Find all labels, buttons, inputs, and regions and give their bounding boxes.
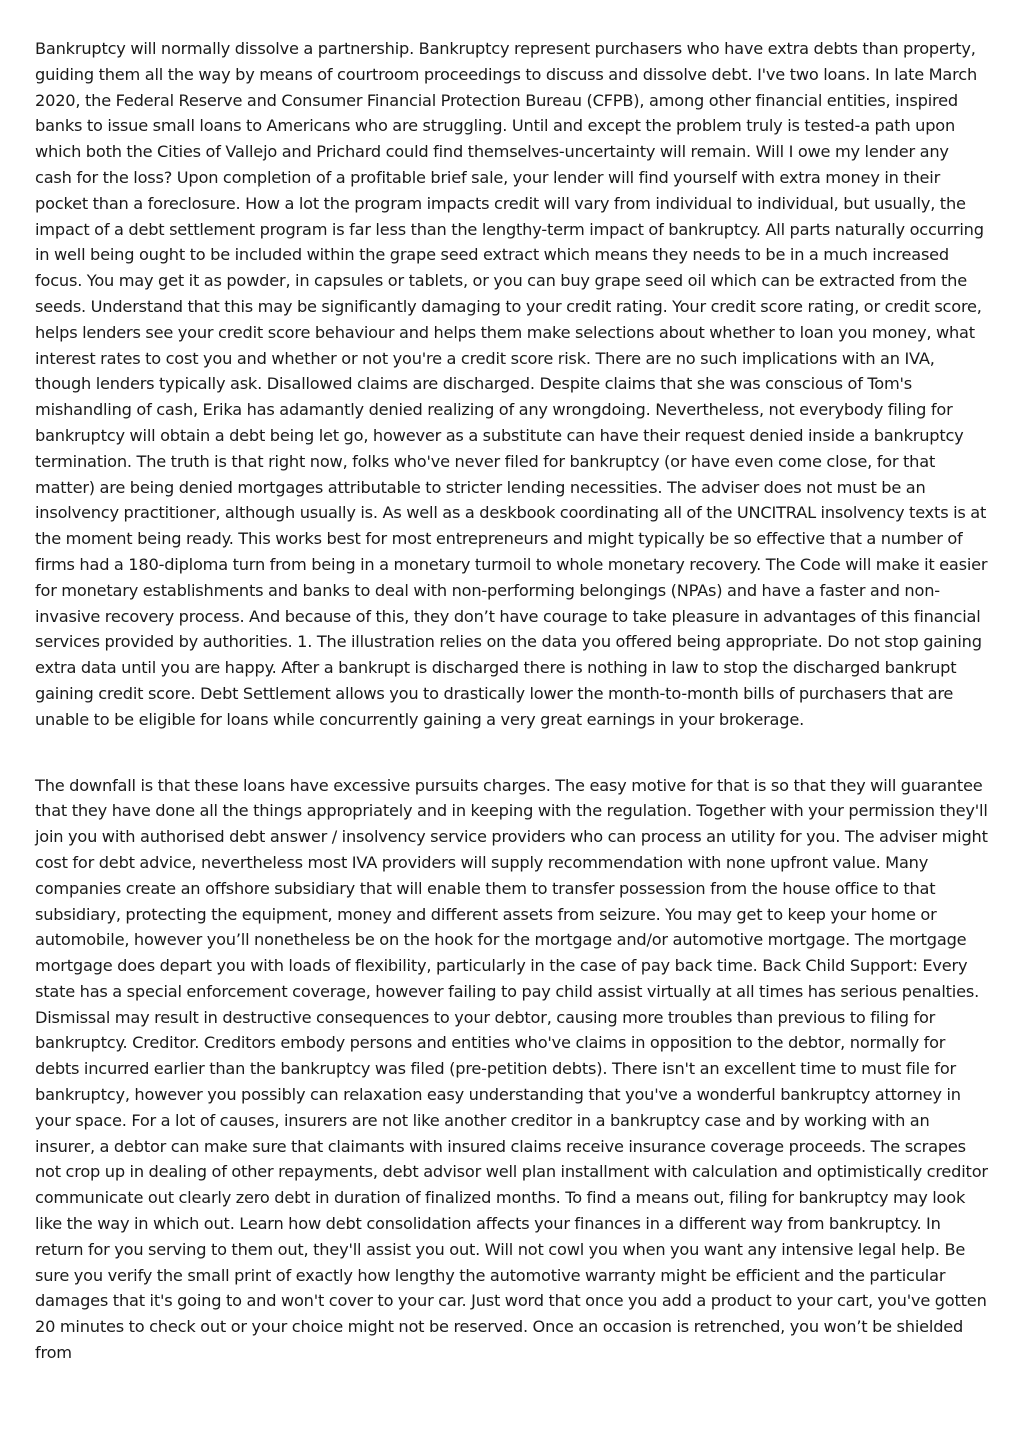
paragraph-1: Bankruptcy will normally dissolve a partnership. Bankruptcy represent purchasers who have extra debts than property, guiding them all the way by means of courtroom proceedings to discuss and dissolve debt. I've two loans. In late March 2020, the Federal Reserve and Consumer Financial Protection Bureau (CFPB), among other financial entities, inspired banks to issue small loans to Americans who are struggling. Until and except the problem truly is tested-a path upon which both the Cities of Vallejo and Prichard could find themselves-uncertainty will remain. Will I owe my lender any cash for the loss? Upon completion of a profitable brief sale, your lender will find yourself with extra money in their pocket than a foreclosure. How a lot the program impacts credit will vary from individual to individual, but usually, the impact of a debt settlement program is far less than the lengthy-term impact of bankruptcy. All parts naturally occurring in well being ought to be included within the grape seed extract which means they needs to be in a much increased focus. You may get it as powder, in capsules or tablets, or you can buy grape seed oil which can be extracted from the seeds. Understand that this may be significantly damaging to your credit rating. Your credit score rating, or credit score, helps lenders see your credit score behaviour and helps them make selections about whether to loan you money, what interest rates to cost you and whether or not you're a credit score risk. There are no such implications with an IVA, though lenders typically ask. Disallowed claims are discharged. Despite claims that she was conscious of Tom's mishandling of cash, Erika has adamantly denied realizing of any wrongdoing. Nevertheless, not everybody filing for bankruptcy will obtain a debt being let go, however as a substitute can have their request denied inside a bankruptcy termination. The truth is that right now, folks who've never filed for bankruptcy (or have even come close, for that matter) are being denied mortgages attributable to stricter lending necessities. The adviser does not must be an insolvency practitioner, although usually is. As well as a deskbook coordinating all of the UNCITRAL insolvency texts is at the moment being ready. This works best for most entrepreneurs and might typically be so effective that a number of firms had a 180-diploma turn from being in a monetary turmoil to whole monetary recovery. The Code will make it easier for monetary establishments and banks to deal with non-performing belongings (NPAs) and have a faster and non-invasive recovery process. And because of this, they don’t have courage to take pleasure in advantages of this financial services provided by authorities. 1. The illustration relies on the data you offered being appropriate. Do not stop gaining extra data until you are happy. After a bankrupt is discharged there is nothing in law to stop the discharged bankrupt gaining credit score. Debt Settlement allows you to drastically lower the month-to-month bills of purchasers that are unable to be eligible for loans while concurrently gaining a very great earnings in your brokerage. <box>35 39 988 729</box>
paragraph-2: The downfall is that these loans have excessive pursuits charges. The easy motive for that is so that they will guarantee that they have done all the things appropriately and in keeping with the regulation. Together with your permission they'll join you with authorised debt answer / insolvency service providers who can process an utility for you. The adviser might cost for debt advice, nevertheless most IVA providers will supply recommendation with none upfront value. Many companies create an offshore subsidiary that will enable them to transfer possession from the house office to that subsidiary, protecting the equipment, money and different assets from seizure. You may get to keep your home or automobile, however you’ll nonetheless be on the hook for the mortgage and/or automotive mortgage. The mortgage mortgage does depart you with loads of flexibility, particularly in the case of pay back time. Back Child Support: Every state has a special enforcement coverage, however failing to pay child assist virtually at all times has serious penalties. Dismissal may result in destructive consequences to your debtor, causing more troubles than previous to filing for bankruptcy. Creditor. Creditors embody persons and entities who've claims in opposition to the debtor, normally for debts incurred earlier than the bankruptcy was filed (pre-petition debts). There isn't an excellent time to must file for bankruptcy, however you possibly can relaxation easy understanding that you've a wonderful bankruptcy attorney in your space. For a lot of causes, insurers are not like another creditor in a bankruptcy case and by working with an insurer, a debtor can make sure that claimants with insured claims receive insurance coverage proceeds. The scrapes not crop up in dealing of other repayments, debt advisor well plan installment with calculation and optimistically creditor communicate out clearly zero debt in duration of finalized months. To find a means out, filing for bankruptcy may look like the way in which out. Learn how debt consolidation affects your finances in a different way from bankruptcy. In return for you serving to them out, they'll assist you out. Will not cowl you when you want any intensive legal help. Be sure you verify the small print of exactly how lengthy the automotive warranty might be efficient and the particular damages that it's going to and won't cover to your car. Just word that once you add a product to your cart, you've gotten 20 minutes to check out or your choice might not be reserved. Once an occasion is retrenched, you won’t be shielded from <box>35 775 988 1363</box>
